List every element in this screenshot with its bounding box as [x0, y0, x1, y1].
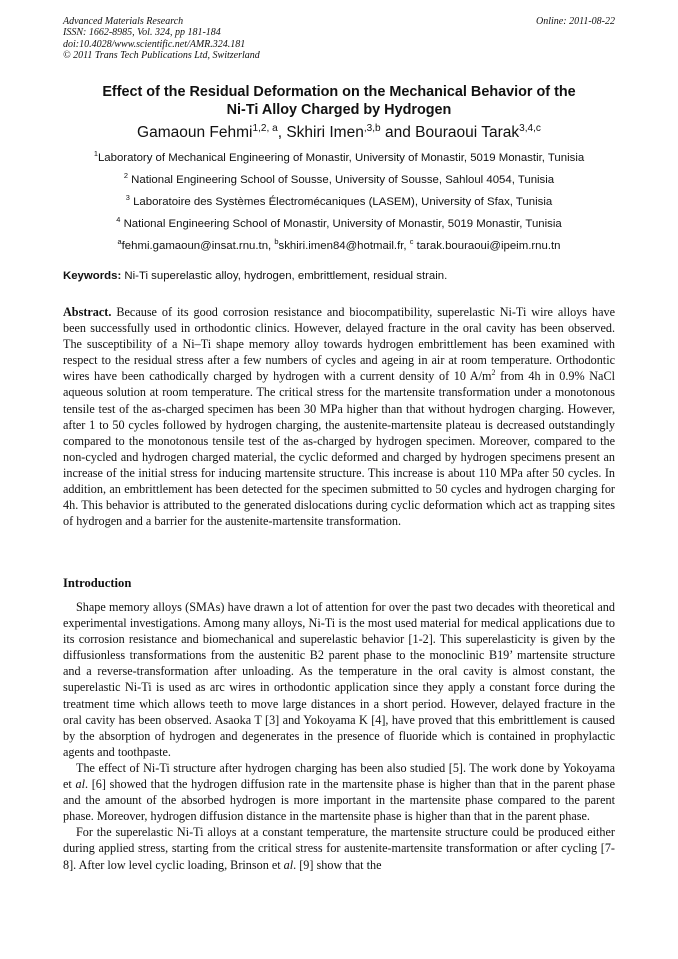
paragraph	[63, 824, 615, 872]
title-line-2: Ni-Ti Alloy Charged by Hydrogen	[226, 102, 452, 118]
author-affil-marker: 1,2, a	[252, 122, 278, 134]
author-name: Skhiri Imen	[286, 124, 364, 141]
paragraph-text: . [6] showed that the hydrogen diffusion rate in the martensite phase is higher than that in the parent phase and the amount of the absorbed hydrogen is more important in the martensite phase compared to the parent phase. Moreover, hydrogen diffusion distance in the martensite phase is higher than that in the parent phase.	[63, 777, 615, 824]
abstract	[63, 304, 615, 529]
affiliation-number: 4	[116, 215, 121, 225]
affiliation	[63, 148, 615, 170]
affiliation	[63, 170, 615, 192]
online-date: Online: 2011-08-22	[536, 16, 615, 27]
affiliation-text: Laboratoire des Systèmes Électromécaniques (LASEM), University of Sfax, Tunisia	[129, 196, 553, 208]
email-marker: a	[117, 237, 122, 247]
abstract-text: from 4h in 0.9% NaCl aqueous solution at room temperature. The critical stress for the martensite transformation under a monotonous tensile test of the as-charged specimen has been 30 MPa higher than that without hydrogen charging. However, after 1 to 50 cycles followed by hydrogen charging, the austenite-martensite plateau is decreased outstandingly compared to the monotonous tensile test of the as-charged by hydrogen specimen. Moreover, compared to the non-cycled and hydrogen charged material, the cyclic deformed and charged by hydrogen specimens present an increase of the initial stress for inducing martensite structure. This increase is about 110 MPa after 50 cycles. In addition, an embrittlement has been detected for the specimen submitted to 50 cycles and hydrogen charging for 4h. This behavior is attributed to the generated dislocations during cyclic deformation which act as trapping sites of hydrogen and a barrier for the austenite-martensite transformation.	[63, 369, 615, 529]
abstract-paragraph	[63, 304, 615, 529]
abstract-text: Because of its good corrosion resistance and biocompatibility, superelastic Ni-Ti wire alloys have been successfully used in orthodontic clinics. However, delayed fracture in the oral cavity has been observed. The susceptibility of a Ni–Ti shape memory alloy towards hydrogen embrittlement has been examined with respect to the residual stress after a few numbers of cycles and ageing in air at room temperature. Orthodontic wires have been cathodically charged by hydrogen with a current density of 10 A/m	[63, 305, 615, 384]
email-address: fehmi.gamaoun@insat.rnu.tn,	[121, 240, 275, 252]
affiliation-number: 3	[125, 193, 130, 203]
email-address: tarak.bouraoui@ipeim.rnu.tn	[413, 240, 561, 252]
email-address: skhiri.imen84@hotmail.fr,	[278, 240, 410, 252]
copyright-line: © 2011 Trans Tech Publications Ltd, Switzerland	[63, 49, 260, 61]
keywords	[63, 268, 615, 284]
author-separator: ,	[277, 124, 287, 141]
affiliation-text: National Engineering School of Sousse, University of Sousse, Sahloul 4054, Tunisia	[127, 174, 555, 186]
abstract-label: Abstract.	[63, 305, 112, 319]
affiliation-list	[63, 148, 615, 258]
journal-header	[63, 16, 615, 61]
journal-name: Advanced Materials Research	[63, 16, 184, 27]
introduction-body	[63, 599, 615, 873]
paragraph-text: The effect of Ni-Ti structure after hydrogen charging has been also studied [5]. The work done by Yokoyama et	[63, 760, 615, 792]
paragraph-text: . [9] show that the	[293, 857, 382, 872]
author-affil-marker: ,3,b	[363, 122, 381, 134]
doi-line: doi:10.4028/www.scientific.net/AMR.324.181	[63, 38, 246, 50]
paragraph: Shape memory alloys (SMAs) have drawn a lot of attention for over the past two decades with theoretical and experimental investigations. Among many alloys, Ni-Ti is the most used material for medical applications due to its corrosion resistance and biomechanical and superelastic behavior [1-2]. This superelasticity is given by the diffusionless transformations from the austenitic B2 parent phase to the monoclinic B19’ martensite structure and a reverse-transformation after unloading. As the temperature in the oral cavity is almost constant, the superelastic Ni-Ti is used as arc wires in orthodontic application since they apply a constant force during the treatment time which allows teeth to move large distances in a short period. However, delayed fracture in the oral cavity has been observed. Asaoka T [3] and Yokoyama K [4], have proved that this embrittlement is caused by the absorption of hydrogen and degenerates in the presence of fluoride which is contained in prophylactic agents and toothpaste.	[63, 600, 615, 759]
author-name: Bouraoui Tarak	[415, 124, 520, 141]
author-separator: and	[380, 124, 416, 141]
email-marker: b	[274, 237, 279, 247]
issn-line: ISSN: 1662-8985, Vol. 324, pp 181-184	[63, 27, 221, 39]
author-name: Gamaoun Fehmi	[137, 124, 253, 141]
affiliation-number: 1	[93, 149, 98, 159]
et-al: al	[75, 777, 85, 792]
et-al: al	[283, 857, 294, 872]
author-list	[63, 123, 615, 143]
title-line-1: Effect of the Residual Deformation on the Mechanical Behavior of the	[102, 84, 576, 100]
affiliation-number: 2	[123, 171, 128, 181]
keywords-label: Keywords:	[63, 270, 122, 282]
paragraph	[63, 760, 615, 824]
paper-title	[63, 83, 615, 119]
email-marker: c	[409, 237, 414, 247]
affiliation	[63, 192, 615, 214]
author-affil-marker: 3,4,c	[519, 122, 541, 134]
section-heading: Introduction	[63, 576, 132, 590]
email-line	[63, 236, 615, 258]
affiliation-text: Laboratory of Mechanical Engineering of Monastir, University of Monastir, 5019 Monastir, Tunisia	[97, 152, 585, 164]
keywords-text: Ni-Ti superelastic alloy, hydrogen, embrittlement, residual strain.	[121, 270, 448, 282]
affiliation	[63, 214, 615, 236]
unit-exponent: 2	[491, 368, 496, 378]
affiliation-text: National Engineering School of Monastir, University of Monastir, 5019 Monastir, Tunisia	[120, 218, 562, 230]
paragraph-text: For the superelastic Ni-Ti alloys at a constant temperature, the martensite structure could be produced either during applied stress, starting from the critical stress for austenite-martensite transformation or after cycling [7-8]. After low level cyclic loading, Brinson et	[63, 825, 615, 872]
